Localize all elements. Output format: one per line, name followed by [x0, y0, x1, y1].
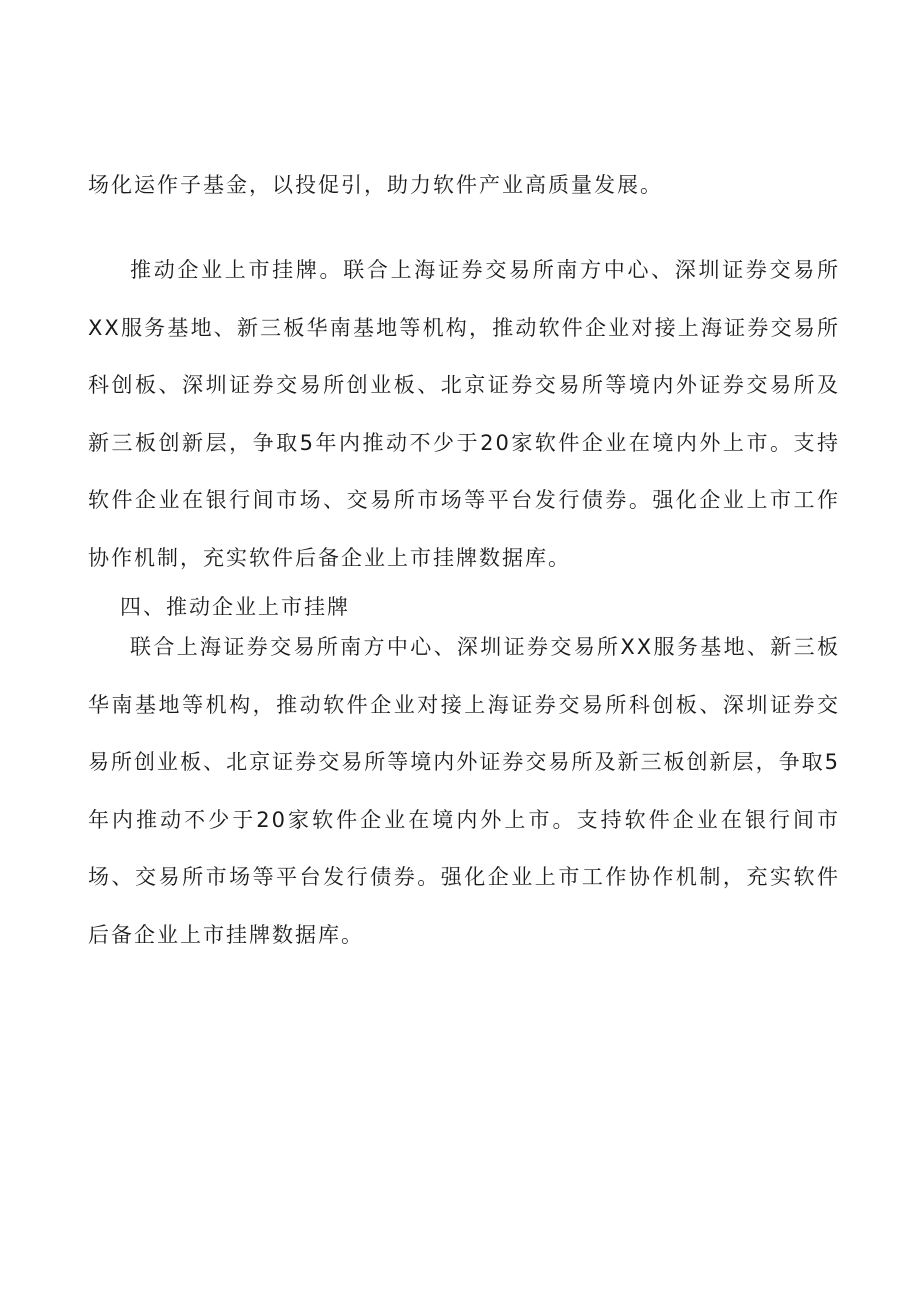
section-heading: 四、推动企业上市挂牌: [120, 595, 350, 619]
paragraph-continuation: 场化运作子基金，以投促引，助力软件产业高质量发展。: [88, 173, 663, 197]
paragraph-section-body: 联合上海证券交易所南方中心、深圳证券交易所XX服务基地、新三板华南基地等机构，推动软件企业对接上海证券交易所科创板、深圳证券交易所创业板、北京证券交易所等境内外证券交易所及新三板创新层，争取5年内推动不少于20家软件企业在境内外上市。支持软件企业在银行间市场、交易所市场等平台发行债券。强化企业上市工作协作机制，充实软件后备企业上市挂牌数据库。: [88, 635, 840, 947]
paragraph-listing-promotion: 推动企业上市挂牌。联合上海证券交易所南方中心、深圳证券交易所XX服务基地、新三板华南基地等机构，推动软件企业对接上海证券交易所科创板、深圳证券交易所创业板、北京证券交易所等境内外证券交易所及新三板创新层，争取5年内推动不少于20家软件企业在境内外上市。支持软件企业在银行间市场、交易所市场等平台发行债券。强化企业上市工作协作机制，充实软件后备企业上市挂牌数据库。: [88, 258, 840, 570]
